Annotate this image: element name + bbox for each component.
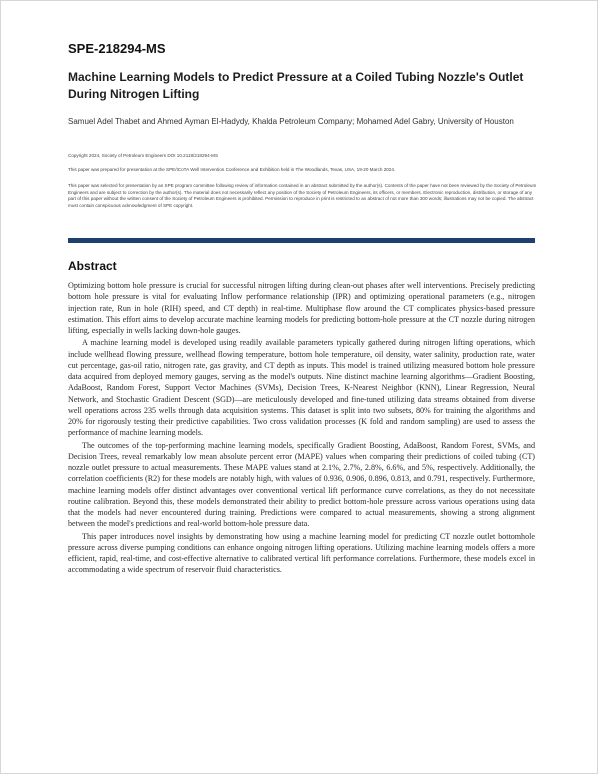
paper-title: Machine Learning Models to Predict Pressure at a Coiled Tubing Nozzle's Outlet During Nitrogen Lifting (68, 70, 524, 101)
abstract-body (68, 280, 535, 577)
paper-id: SPE-218294-MS (68, 41, 166, 56)
abstract-paragraph: Optimizing bottom hole pressure is crucial for successful nitrogen lifting during clean-out phases after well interventions. Precisely predicting bottom hole pressure is vital for evaluating Inflow performance relationship (IPR) and optimizing operational parameters (e.g., nitrogen injection rate, Run in hole (RIH) speed, and CT depth) in real-time. Multiphase flow around the CT complicates physics-based pressure estimation. This effort aims to develop accurate machine learning models for predicting bottom-hole pressure at the CT nozzle during nitrogen lifting, especially in wells lacking down-hole gauges. (68, 281, 535, 335)
copyright-line: Copyright 2024, Society of Petroleum Engineers DOI 10.2118/218294-MS (68, 153, 219, 158)
section-divider (68, 238, 535, 243)
abstract-heading: Abstract (68, 259, 117, 273)
abstract-paragraph: A machine learning model is developed using readily available parameters typically gathered during nitrogen lifting operations, which include wellhead flowing pressure, wellhead flowing temperature, bottom hole temperature, oil density, water salinity, production rate, water cut percentage, gas-oil ratio, nitrogen rate, gas gravity, and CT depth as inputs. This model is trained utilizing measured bottom hole pressure data acquired from deployed memory gauges, serving as the model's outputs. Nine distinct machine learning algorithms—Gradient Boosting, AdaBoost, Random Forest, Support Vector Machines (SVMs), Decision Trees, K-Nearest Neighbor (KNN), Linear Regression, Neural Network, and Stochastic Gradient Descent (SGD)—are meticulously developed and fine-tuned utilizing data streams obtained from diverse well operations across 235 wells through data acquisition systems. This dataset is split into two subsets, 80% for training the algorithms and 20% for rigorously testing their predictive capabilities. Two cross validation processes (K fold and random sampling) are used to assess the performance of machine learning models. (68, 338, 535, 438)
abstract-paragraph: The outcomes of the top-performing machine learning models, specifically Gradient Boosting, AdaBoost, Random Forest, SVMs, and Decision Trees, reveal remarkably low mean absolute percent error (MAPE) values when comparing their predictions of coiled tubing (CT) nozzle outlet pressure to actual measurements. These MAPE values stand at 2.1%, 2.7%, 2.8%, 6.6%, and 5%, respectively. Additionally, the correlation coefficients (R2) for these models are notably high, with values of 0.936, 0.906, 0.896, 0.813, and 0.791, respectively. Furthermore, machine learning models offer distinct advantages over conventional vertical lift performance curve correlations, as they do not necessitate routine calibration. Beyond this, these models demonstrated their ability to predict bottom-hole pressure across various operations using data that the models had never encountered during training. Predictions were compared to actual measurements, showing a strong alignment between the model's predictions and real-world bottom-hole pressure data. (68, 440, 535, 529)
abstract-paragraph: This paper introduces novel insights by demonstrating how using a machine learning model for predicting CT nozzle outlet bottomhole pressure across diverse pumping conditions can enhance ongoing nitrogen lifting operations. Utilizing machine learning models offers a more efficient, rapid, real-time, and cost-effective alternative to calibrated vertical lift performance correlations. Furthermore, these models excel in accommodating a wide spectrum of reservoir fluid characteristics. (68, 531, 535, 575)
copyright-notice: This paper was selected for presentation by an SPE program committee following review of information contained in an abstract submitted by the author(s). Contents of the paper have not been reviewed by the Society of Petroleum Engineers and are subject to correction by the author(s). The material does not necessarily reflect any position of the Society of Petroleum Engineers, its officers, or members. Electronic reproduction, distribution, or storage of any part of this paper without the written consent of the Society of Petroleum Engineers is prohibited. Permission to reproduce in print is restricted to an abstract of not more than 300 words; illustrations may not be copied. The abstract must contain conspicuous acknowledgment of SPE copyright. (68, 183, 537, 208)
presentation-note: This paper was prepared for presentation at the SPE/ICoTA Well Intervention Conference and Exhibition held in The Woodlands, Texas, USA, 19-20 March 2024. (68, 167, 396, 172)
paper-authors: Samuel Adel Thabet and Ahmed Ayman El-Hadydy, Khalda Petroleum Company; Mohamed Adel Gabry, University of Houston (68, 117, 514, 126)
